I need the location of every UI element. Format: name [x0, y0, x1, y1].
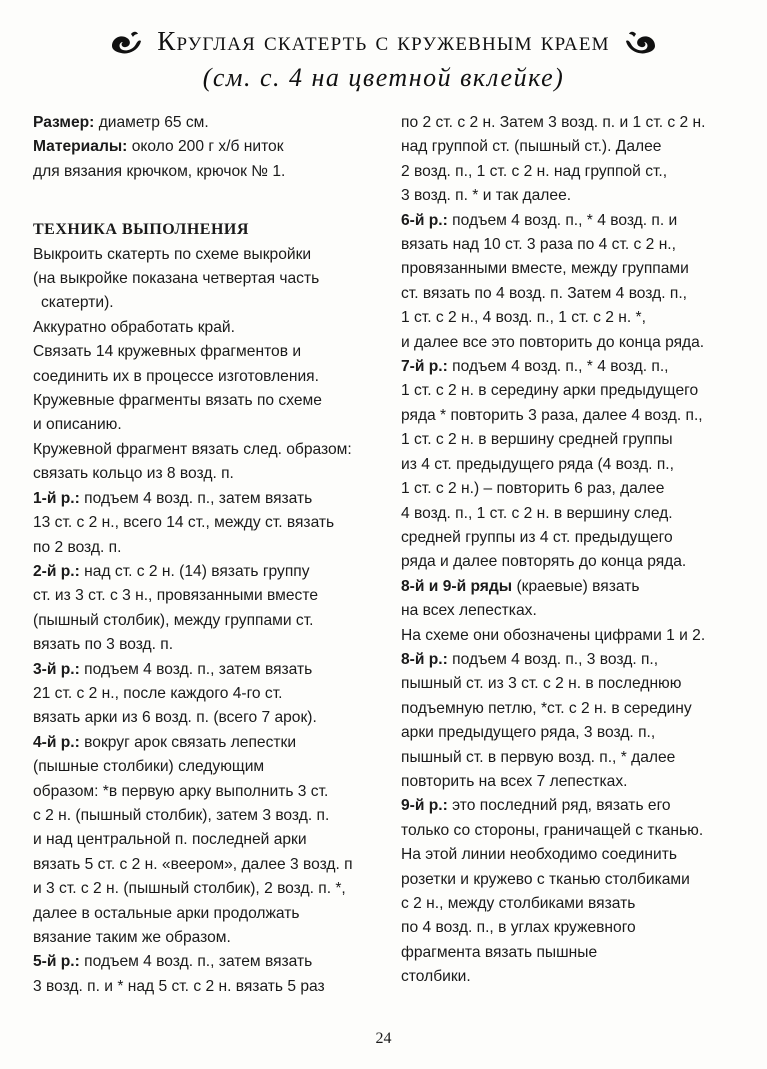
text-line [33, 316, 383, 340]
line-text: подъемную петлю, *ст. с 2 н. в середину [401, 699, 692, 717]
line-text: только со стороны, граничащей с тканью. [401, 821, 704, 839]
text-line [33, 511, 383, 535]
line-text: 1 ст. с 2 н., 4 возд. п., 1 ст. с 2 н. *, [401, 309, 646, 327]
text-line [33, 462, 383, 486]
line-text: подъем 4 возд. п., * 4 возд. п., [447, 358, 669, 376]
line-text: пышный ст. в первую возд. п., * далее [401, 748, 676, 766]
line-text: подъем 4 возд. п., 3 возд. п., [447, 650, 659, 668]
line-text: ряда и далее повторять до конца ряда. [401, 553, 687, 571]
text-line [33, 243, 383, 267]
right-column [401, 111, 757, 990]
text-line [401, 550, 757, 574]
text-line [401, 843, 757, 867]
page-header [0, 26, 767, 93]
text-line [401, 428, 757, 452]
row-label: 8-й р.: [401, 650, 448, 668]
line-text: с 2 н. (пышный столбик), затем 3 возд. п. [33, 806, 330, 824]
line-text: Аккуратно обработать край. [33, 318, 235, 336]
text-line [401, 819, 757, 843]
text-line [401, 257, 757, 281]
line-text: по 2 возд. п. [33, 538, 122, 556]
text-line [33, 536, 383, 560]
page-subtitle: (см. с. 4 на цветной вклейке) [202, 63, 565, 92]
line-text: Выкроить скатерть по схеме выкройки [33, 245, 312, 263]
row-label: 8-й и 9-й ряды [401, 577, 513, 595]
text-line [33, 291, 383, 315]
text-line [401, 794, 757, 818]
row-label: 7-й р.: [401, 358, 448, 376]
line-text: и над центральной п. последней арки [33, 831, 307, 849]
line-text: 2 возд. п., 1 ст. с 2 н. над группой ст., [401, 162, 668, 180]
line-text: по 2 ст. с 2 н. Затем 3 возд. п. и 1 ст. с 2 н. [401, 114, 706, 131]
text-line [33, 365, 383, 389]
row-label: 9-й р.: [401, 797, 448, 815]
row-label: 4-й р.: [33, 733, 80, 751]
row-label: 6-й р.: [401, 211, 448, 229]
text-line [33, 828, 383, 852]
line-text: вязать над 10 ст. 3 раза по 4 ст. с 2 н., [401, 236, 676, 254]
line-text: пышный ст. из 3 ст. с 2 н. в последнюю [401, 675, 682, 693]
text-line [401, 502, 757, 526]
text-line [401, 379, 757, 403]
line-text: подъем 4 возд. п., затем вязать [79, 660, 313, 678]
text-line [33, 340, 383, 364]
text-line [401, 868, 757, 892]
line-text: 1 ст. с 2 н. в вершину средней группы [401, 431, 673, 449]
line-text: ряда * повторить 3 раза, далее 4 возд. п., [401, 406, 703, 424]
text-line [33, 853, 383, 877]
text-line [33, 780, 383, 804]
line-text: вокруг арок связать лепестки [79, 733, 297, 751]
text-line [401, 916, 757, 940]
text-line [33, 706, 383, 730]
line-text: 3 возд. п. и * над 5 ст. с 2 н. вязать 5 раз [33, 977, 325, 995]
page-title: Круглая скатерть с кружевным краем [157, 26, 610, 56]
line-text: и далее все это повторить до конца ряда. [401, 333, 705, 351]
row-label: 5-й р.: [33, 953, 80, 971]
text-line [401, 233, 757, 257]
line-text: вязать по 3 возд. п. [33, 636, 174, 654]
row-label: 3-й р.: [33, 660, 80, 678]
text-line [33, 682, 383, 706]
text-line [33, 135, 383, 159]
line-text: на всех лепестках. [401, 602, 537, 620]
line-text: средней группы из 4 ст. предыдущего [401, 528, 673, 546]
title-row [0, 26, 767, 57]
text-line [33, 975, 383, 999]
line-text: 1 ст. с 2 н.) – повторить 6 раз, далее [401, 480, 665, 498]
text-line [401, 135, 757, 159]
fleuron-right-icon [624, 28, 658, 56]
line-text: скатерти). [41, 294, 114, 312]
fleuron-left-icon [109, 28, 143, 56]
line-text: по 4 возд. п., в углах кружевного [401, 919, 636, 937]
row-label: 2-й р.: [33, 562, 80, 580]
text-line [33, 438, 383, 462]
line-text: На схеме они обозначены цифрами 1 и 2. [401, 626, 706, 644]
text-line [401, 721, 757, 745]
line-text: На этой линии необходимо соединить [401, 846, 677, 864]
text-line [33, 487, 383, 511]
text-line [33, 560, 383, 584]
line-text: подъем 4 возд. п., затем вязать [79, 953, 313, 971]
line-text: соединить их в процессе изготовления. [33, 367, 319, 385]
line-text: (пышный столбик), между группами ст. [33, 611, 314, 629]
text-line [401, 672, 757, 696]
line-text: Связать 14 кружевных фрагментов и [33, 343, 302, 361]
text-line [33, 633, 383, 657]
text-line [33, 609, 383, 633]
line-text: из 4 ст. предыдущего ряда (4 возд. п., [401, 455, 674, 473]
line-text: Кружевные фрагменты вязать по схеме [33, 392, 322, 410]
line-text: розетки и кружево с тканью столбиками [401, 870, 690, 888]
text-line [401, 697, 757, 721]
text-line [401, 892, 757, 916]
row-label: 1-й р.: [33, 489, 80, 507]
text-line [33, 877, 383, 901]
text-line [33, 389, 383, 413]
line-text: это последний ряд, вязать его [447, 797, 671, 815]
line-text: вязание таким же образом. [33, 929, 231, 946]
text-line [401, 575, 757, 599]
line-text: фрагмента вязать пышные [401, 943, 598, 961]
line-text: над ст. с 2 н. (14) вязать группу [79, 562, 310, 580]
line-text: образом: *в первую арку выполнить 3 ст. [33, 782, 329, 800]
text-line [401, 599, 757, 623]
line-text: 21 ст. с 2 н., после каждого 4-го ст. [33, 684, 283, 702]
line-text: связать кольцо из 8 возд. п. [33, 465, 234, 483]
text-line [401, 624, 757, 648]
text-line [33, 804, 383, 828]
line-text: (пышные столбики) следующим [33, 758, 265, 776]
line-text: арки предыдущего ряда, 3 возд. п., [401, 724, 656, 742]
line-text: диаметр 65 см. [94, 114, 209, 131]
text-line [33, 902, 383, 926]
text-line [401, 209, 757, 233]
line-text: 3 возд. п. * и так далее. [401, 187, 572, 205]
text-line [33, 584, 383, 608]
text-line [33, 160, 383, 184]
text-line [33, 658, 383, 682]
text-line [401, 648, 757, 672]
text-line [33, 731, 383, 755]
text-line [401, 477, 757, 501]
line-text: и 3 ст. с 2 н. (пышный столбик), 2 возд. п. *, [33, 880, 346, 898]
left-column [33, 111, 383, 999]
line-text: около 200 г х/б ниток [127, 138, 284, 156]
text-line [401, 160, 757, 184]
text-line [401, 941, 757, 965]
line-text: повторить на всех 7 лепестках. [401, 772, 628, 790]
line-text: подъем 4 возд. п., * 4 возд. п. и [447, 211, 678, 229]
text-line [401, 306, 757, 330]
text-line [33, 267, 383, 291]
text-line [401, 184, 757, 208]
line-text: далее в остальные арки продолжать [33, 904, 300, 922]
text-line [401, 746, 757, 770]
line-text: 13 ст. с 2 н., всего 14 ст., между ст. вязать [33, 514, 335, 532]
line-text: 1 ст. с 2 н. в середину арки предыдущего [401, 382, 699, 400]
text-line [401, 404, 757, 428]
row-label: Материалы: [33, 138, 128, 156]
text-line [401, 355, 757, 379]
spacer [33, 184, 383, 208]
line-text: и описанию. [33, 416, 122, 434]
line-text: 4 возд. п., 1 ст. с 2 н. в вершину след. [401, 504, 673, 522]
line-text: для вязания крючком, крючок № 1. [33, 162, 286, 180]
text-line [401, 770, 757, 794]
line-text: вязать арки из 6 возд. п. (всего 7 арок). [33, 709, 317, 727]
line-text: над группой ст. (пышный ст.). Далее [401, 138, 662, 156]
text-line [33, 413, 383, 437]
text-line [401, 282, 757, 306]
line-text: (на выкройке показана четвертая часть [33, 270, 320, 288]
text-line [33, 111, 383, 135]
text-line [401, 111, 757, 135]
text-line [401, 453, 757, 477]
row-label: Размер: [33, 114, 95, 131]
line-text: вязать 5 ст. с 2 н. «веером», далее 3 возд. п [33, 855, 353, 873]
text-line [33, 755, 383, 779]
line-text: провязанными вместе, между группами [401, 260, 689, 278]
line-text: ст. вязать по 4 возд. п. Затем 4 возд. п., [401, 284, 687, 302]
text-line [401, 526, 757, 550]
text-line [33, 950, 383, 974]
line-text: с 2 н., между столбиками вязать [401, 895, 636, 912]
text-line [401, 965, 757, 989]
text-line [33, 926, 383, 950]
line-text: столбики. [401, 968, 471, 986]
line-text: Кружевной фрагмент вязать след. образом: [33, 440, 352, 458]
section-heading: ТЕХНИКА ВЫПОЛНЕНИЯ [33, 221, 249, 239]
text-line [401, 331, 757, 355]
line-text: ст. из 3 ст. с 3 н., провязанными вместе [33, 587, 318, 605]
page-number: 24 [375, 1030, 392, 1047]
line-text: подъем 4 возд. п., затем вязать [79, 489, 313, 507]
line-text: (краевые) вязать [512, 577, 640, 595]
